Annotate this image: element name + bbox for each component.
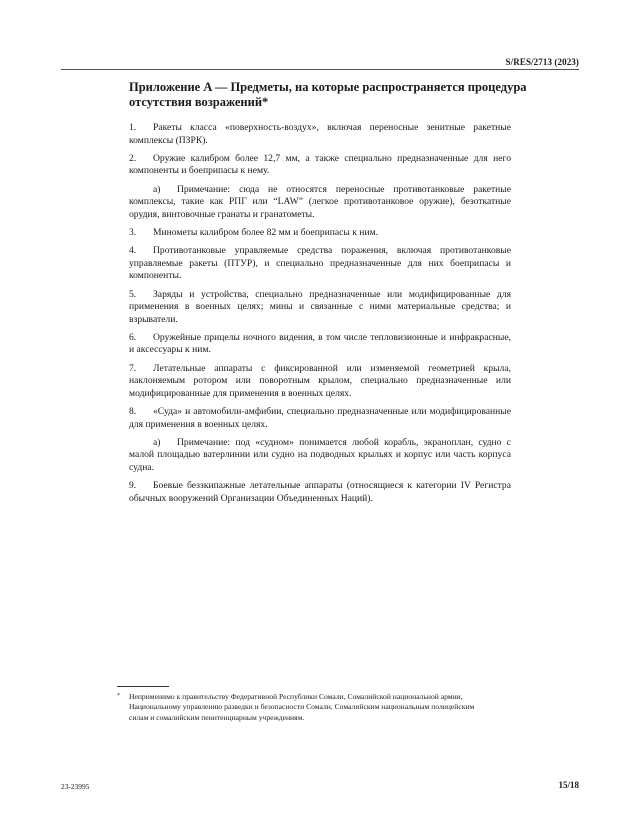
list-item-note (129, 184, 511, 222)
item-text: Минометы калибром более 82 мм и боеприпасы к ним. (153, 226, 379, 238)
header-divider (61, 69, 579, 70)
item-text: Летательные аппараты с фиксированной или изменяемой геометрией крыла, наклоняемым ротором или поворотным крылом, специально предназначенные или модифицированные для применения в военных целях. (129, 362, 511, 399)
annex-title: Приложение A — Предметы, на которые распространяется процедура отсутствия возражений* (129, 80, 527, 109)
item-text: Противотанковые управляемые средства поражения, включая противотанковые управляемые ракеты (ПТУР), и специально предназначенные для них боеприпасы и компоненты. (129, 245, 511, 282)
list-item (129, 245, 511, 283)
document-symbol: S/RES/2713 (2023) (505, 57, 579, 67)
list-item (129, 332, 511, 357)
list-item (129, 227, 511, 240)
item-text: Заряды и устройства, специально предназначенные или модифицированные для применения в военных целях; мины и связанные с ними материальные средства; и взрыватели. (129, 288, 511, 325)
list-item (129, 363, 511, 401)
item-number: 1. (129, 122, 137, 133)
item-text: Оружейные прицелы ночного видения, в том числе тепловизионные и инфракрасные, и аксессуары к ним. (129, 331, 511, 356)
list-item (129, 289, 511, 327)
footnote-text: Неприменимо к правительству Федеративной Республики Сомали, Сомалийской национальной армии, Национальному управлению разведки и безопасности Сомали, Сомалийским национальным полицейским силам и сомалийским пенитенциарным учреждениям. (129, 692, 475, 722)
item-number: 2. (129, 152, 137, 164)
footnote-divider (117, 686, 169, 687)
page-number: 15/18 (558, 780, 579, 790)
list-item (129, 480, 511, 505)
note-text: Примечание: сюда не относятся переносные противотанковые ракетные комплексы, такие как РПГ или “LAW” (легкое противотанковое оружие), безоткатные орудия, винтовочные гранаты и гранатометы. (129, 183, 511, 220)
item-text: Оружие калибром более 12,7 мм, а также специально предназначенные для него компоненты и боеприпасы к нему. (129, 152, 511, 177)
footnote-marker: * (117, 693, 120, 699)
note-number: a) (153, 183, 161, 195)
item-number: 5. (129, 288, 137, 300)
list-item (129, 122, 511, 147)
annex-item-list (129, 122, 511, 511)
item-number: 6. (129, 331, 137, 343)
footnote (117, 692, 497, 723)
item-text: «Суда» и автомобили-амфибии, специально предназначенные или модифицированные для применения в военных целях. (129, 406, 511, 430)
document-number: 23-23995 (61, 782, 90, 791)
item-number: 8. (129, 406, 137, 418)
list-item (129, 153, 511, 178)
note-text: Примечание: под «судном» понимается любой корабль, экраноплан, судно с малой площадью ватерлинии или судно на подводных крыльях и корпус или часть корпуса судна. (129, 436, 511, 473)
item-number: 7. (129, 362, 137, 374)
item-text: Боевые беззкипажные летательные аппараты (относящиеся к категории IV Регистра обычных вооружений Организации Объединенных Наций). (129, 480, 511, 504)
list-item-note (129, 437, 511, 475)
list-item (129, 406, 511, 431)
item-text: Ракеты класса «поверхность-воздух», включая переносные зенитные ракетные комплексы (ПЗРК). (129, 122, 511, 146)
item-number: 4. (129, 245, 137, 257)
item-number: 3. (129, 226, 137, 238)
item-number: 9. (129, 480, 137, 492)
note-number: a) (153, 436, 161, 448)
